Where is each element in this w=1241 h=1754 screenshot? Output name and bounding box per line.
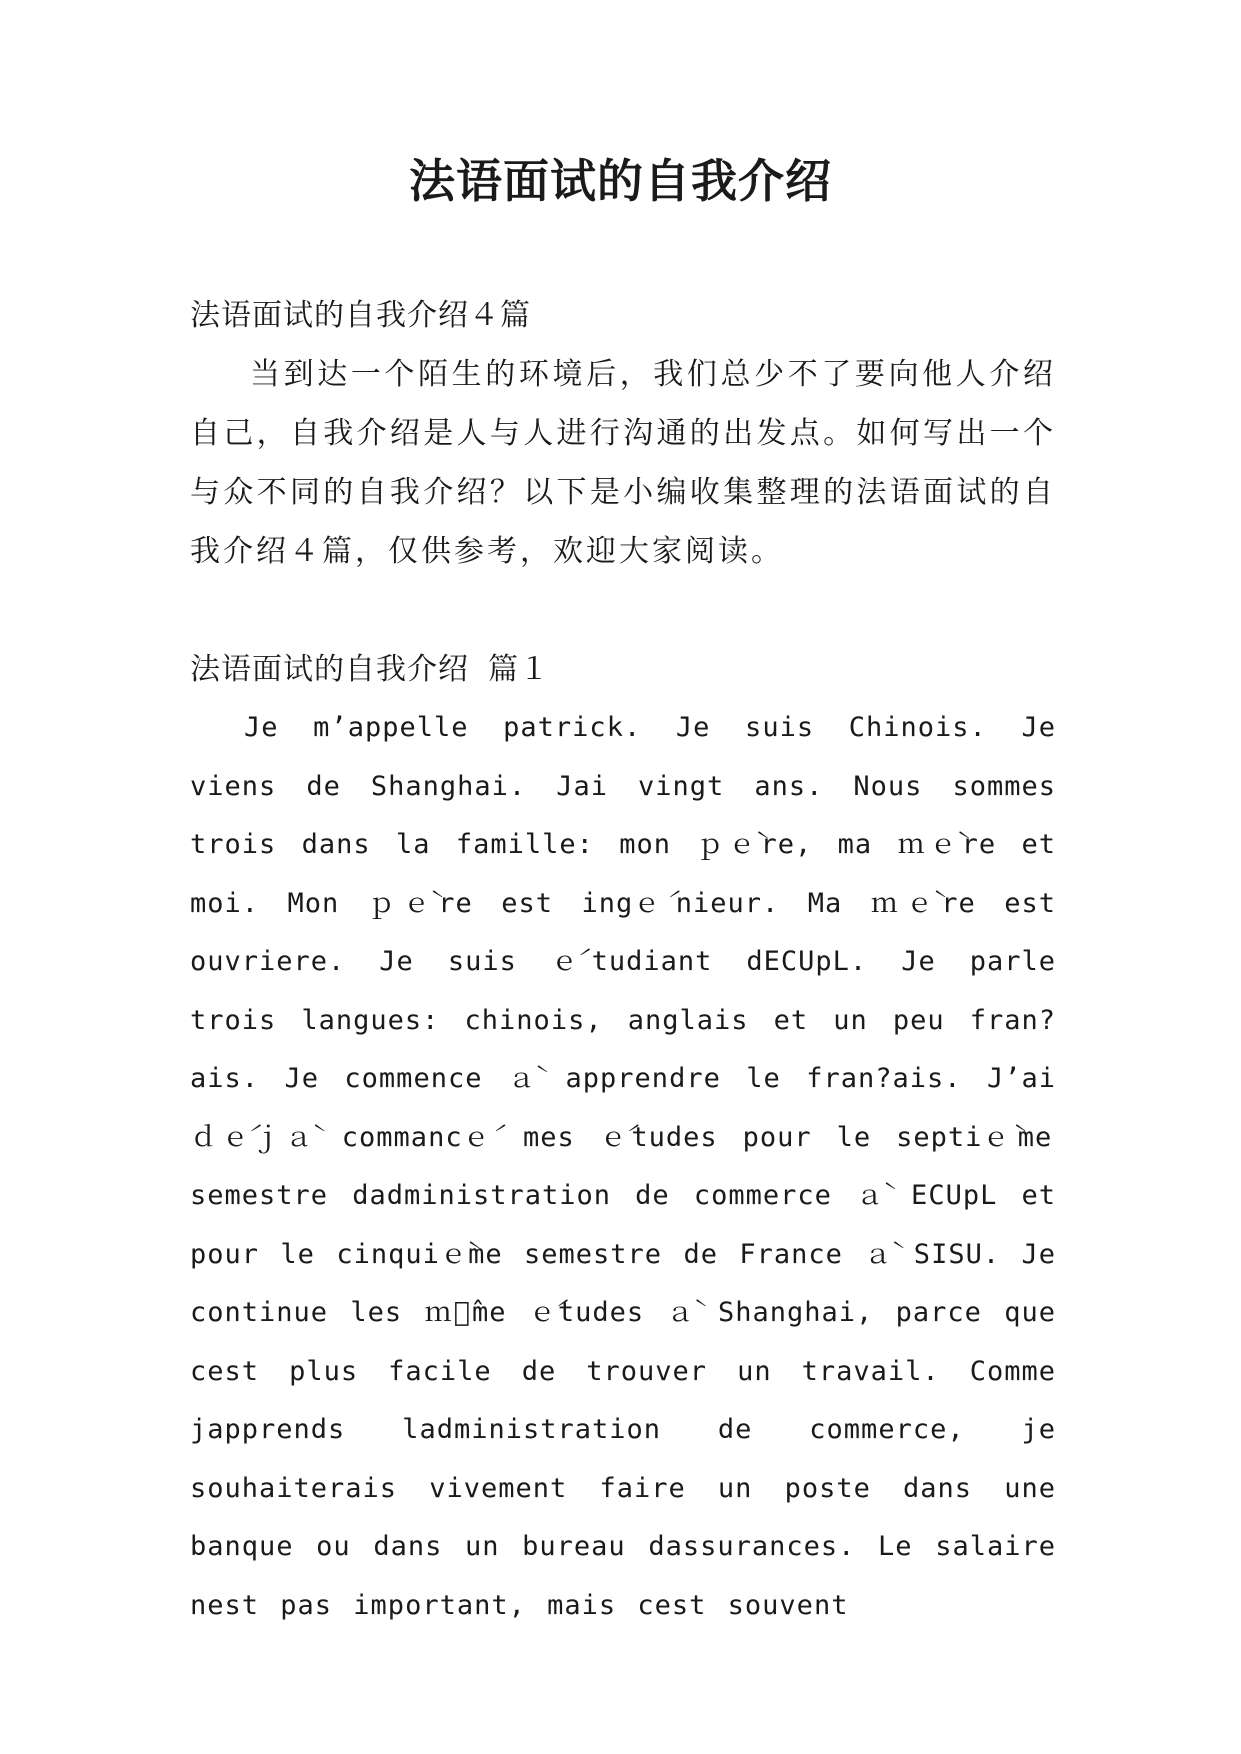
document-title: 法语面试的自我介绍: [409, 154, 832, 208]
document-content: [190, 286, 1056, 1635]
section-body: Je m’appelle patrick. Je suis Chinois. Je viens de Shanghai. Jai vingt ans. Nous sommes trois dans la famille: mon ｐｅ̀re, ma ｍｅ̀re et moi. Mon ｐｅ̀re est ingｅ́nieur. Ma ｍｅ̀re est ouvriere. Je suis ｅ́tudiant dECUpL. Je parle trois langues: chinois, anglais et un peu fran?ais. Je commence ａ̀ apprendre le fran?ais. J’ai ｄｅ́ｊａ̀ commancｅ́ mes ｅ́tudes pour le septiｅ̀me semestre dadministration de commerce ａ̀ ECUpL et pour le cinquiｅ̀me semestre de France ａ̀ SISU. Je continue les ｍｅ̂me ｅ́tudes ａ̀ Shanghai, parce que cest plus facile de trouver un travail. Comme japprends ladministration de commerce, je souhaiterais vivement faire un poste dans une banque ou dans un bureau dassurances. Le salaire nest pas important, mais cest souvent: [190, 712, 1056, 1621]
document-subtitle: 法语面试的自我介绍４篇: [190, 298, 531, 333]
paragraph-gap: [190, 581, 1056, 640]
intro-paragraph: 当到达一个陌生的环境后，我们总少不了要向他人介绍自己，自我介绍是人与人进行沟通的出发点。如何写出一个与众不同的自我介绍？以下是小编收集整理的法语面试的自我介绍４篇，仅供参考，欢迎大家阅读。: [190, 357, 1056, 569]
section-heading: 法语面试的自我介绍 篇１: [190, 652, 551, 687]
